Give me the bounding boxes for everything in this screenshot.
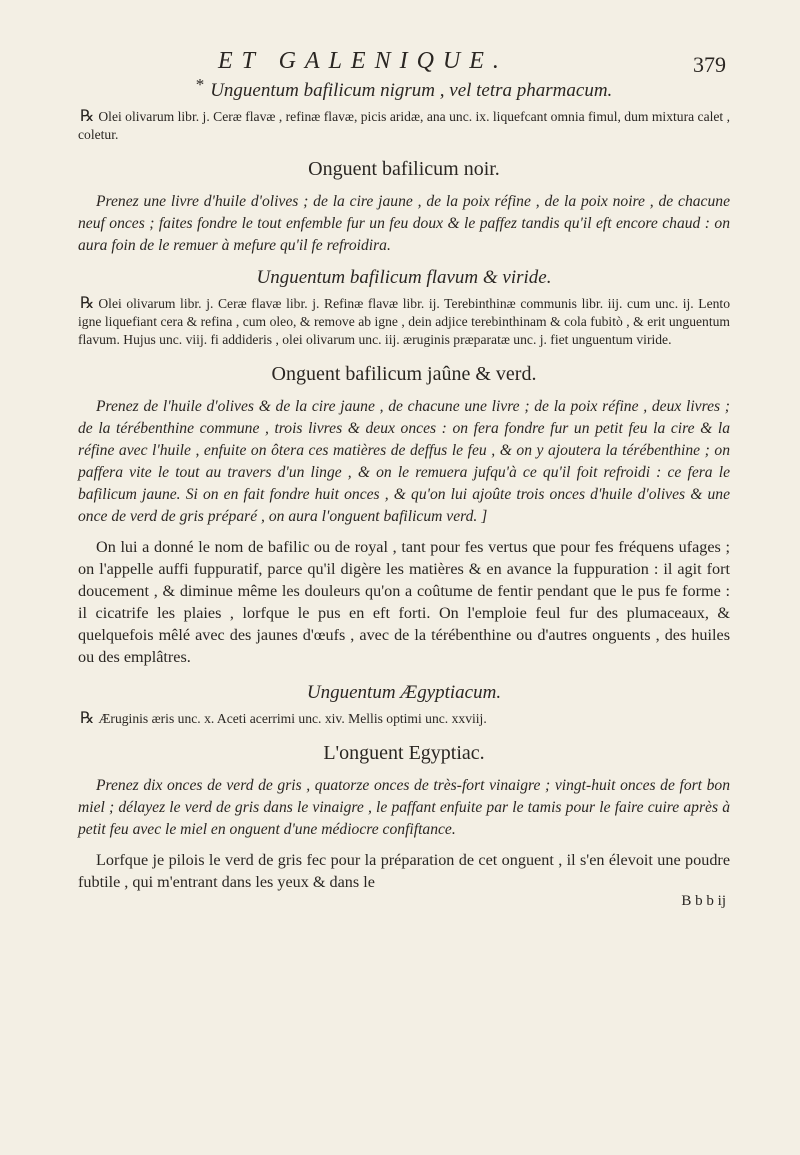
french-heading: L'onguent Egyptiac. xyxy=(323,742,485,764)
running-title: ET GALENIQUE. xyxy=(218,48,508,74)
signature-mark: B b b ij xyxy=(681,893,726,909)
french-recipe: Prenez de l'huile d'olives & de la cire jaune , de chacune une livre ; de la poix réfine , deux livres ; de la térébenthine commune , trois livres & deux onces : on fera fondre fur un petit feu la cire & la réfine avec l'huile , enfuite on ôtera ces matières de deffus le feu , & on y ajoutera la térébenthine ; on paffera vite le tout au travers d'un linge , & on le remuera jufqu'à ce qu'il foit refroidi : ce fera le bafilicum jaune. Si on en fait fondre huit onces , & qu'on lui ajoûte trois onces d'huile d'olives & une once de verd de gris préparé , on aura l'onguent bafilicum verd. ] xyxy=(78,398,730,525)
french-recipe: Prenez une livre d'huile d'olives ; de la cire jaune , de la poix réfine , de la poix noire , de chacune neuf onces ; faites fondre le tout enfemble fur un feu doux & le paffez tandis qu'il eft encore chaud : on aura foin de le remuer à mefure qu'il fe refroidira. xyxy=(78,193,730,254)
latin-heading: Unguentum bafilicum flavum & viride. xyxy=(256,267,552,288)
page-number: 379 xyxy=(693,52,726,77)
asterisk-mark: * xyxy=(195,75,205,94)
recipe-symbol-icon: ℞ xyxy=(80,108,95,125)
latin-heading: * Unguentum bafilicum nigrum , vel tetra pharmacum. xyxy=(195,75,613,101)
french-recipe: Prenez dix onces de verd de gris , quatorze onces de très-fort vinaigre ; vingt-huit onces de fort bon miel ; délayez le verd de gris dans le vinaigre , le paffant enfuite par le tamis pour le faire cuire après à petit feu avec le miel en onguent d'une médiocre confiftance. xyxy=(78,777,730,838)
recipe-symbol-icon: ℞ xyxy=(80,710,95,727)
latin-recipe: ℞ Olei olivarum libr. j. Ceræ flavæ libr. j. Refinæ flavæ libr. ij. Terebinthinæ communis libr. iij. cum unc. ij. Lento igne liquefiant cera & refina , cum oleo, & remove ab igne , dein adjice terebinthinam & cola fubitò , & erit unguentum flavum. Hujus unc. viij. fi addideris , olei olivarum unc. iij. æruginis præparatæ unc. j. fiet unguentum viride. xyxy=(78,295,730,347)
french-heading: Onguent bafilicum noir. xyxy=(308,158,500,180)
recipe-symbol-icon: ℞ xyxy=(80,295,95,312)
french-heading: Onguent bafilicum jaûne & verd. xyxy=(271,363,537,385)
latin-heading: Unguentum Ægyptiacum. xyxy=(306,682,502,703)
commentary-paragraph: Lorfque je pilois le verd de gris fec pour la préparation de cet onguent , il s'en élevoit une poudre fubtile , qui m'entrant dans les yeux & dans le xyxy=(78,851,730,891)
running-head xyxy=(78,40,730,80)
commentary-paragraph: On lui a donné le nom de bafilic ou de royal , tant pour fes vertus que pour fes fréquens ufages ; on l'appelle auffi fuppuratif, parce qu'il digère les matières & en avance la fuppuration : il agit fort doucement , & diminue même les douleurs qu'on a coûtume de fentir pendant que le pus fe forme : il cicatrife les plaies , lorfque le pus en eft forti. On l'emploie feul fur des plumaceaux, & quelquefois mêlé avec des jaunes d'œufs , avec de la térébenthine ou d'autres onguents , des huiles ou des emplâtres. xyxy=(78,538,730,666)
latin-recipe: ℞ Olei olivarum libr. j. Ceræ flavæ , refinæ flavæ, picis aridæ, ana unc. ix. liquefcant omnia fimul, dum mixtura calet , coletur. xyxy=(78,108,730,142)
latin-recipe: ℞ Æruginis æris unc. x. Aceti acerrimi unc. xiv. Mellis optimi unc. xxviij. xyxy=(80,710,487,727)
